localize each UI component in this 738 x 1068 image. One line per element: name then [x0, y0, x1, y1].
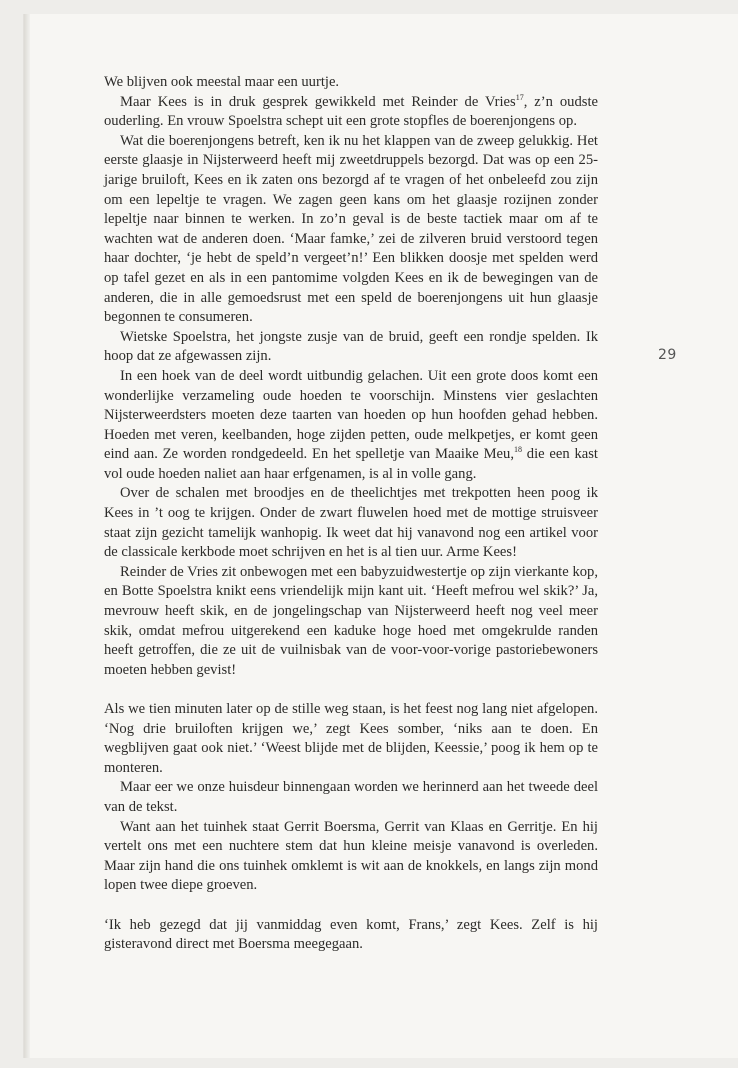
- paragraph: ‘Ik heb gezegd dat jij vanmiddag even komt, Frans,’ zegt Kees. Zelf is hij gisteravond direct met Boersma meegegaan.: [104, 916, 598, 953]
- body-text: [104, 73, 598, 955]
- paragraph: In een hoek van de deel wordt uitbundig gelachen. Uit een grote doos komt een wonderlijke verzameling oude hoeden te voorschijn. Minstens vier geslachten Nijsterweerdsters moeten deze taarten van hoeden op hun hoofden gehad hebben. Hoeden met veren, keelbanden, hoge zijden petten, oude melkpetjes, er komt geen eind aan. Ze worden rondgedeeld. En het spelletje van Maaike Meu,$^{18}$ die een kast vol oude hoeden naliet aan haar erfgenamen, is al in volle gang.: [104, 367, 598, 482]
- page-number: 29: [658, 347, 677, 363]
- paragraph: Wietske Spoelstra, het jongste zusje van de bruid, geeft een rondje spelden. Ik hoop dat ze afgewassen zijn.: [104, 328, 598, 365]
- page-gutter: [24, 14, 30, 1058]
- paragraph: Maar eer we onze huisdeur binnengaan worden we herinnerd aan het tweede deel van de tekst.: [104, 779, 598, 815]
- paragraph: Over de schalen met broodjes en de theelichtjes met trekpotten heen poog ik Kees in ’t oog te krijgen. Onder de zwart fluwelen hoed met de mottige struisveer staat zijn gezicht tamelijk wanhopig. Ik weet dat hij vanavond nog een artikel voor de classicale kerkbode moet schrijven en het is al tien uur. Arme Kees!: [104, 485, 598, 561]
- paragraph: Reinder de Vries zit onbewogen met een babyzuidwestertje op zijn vierkante kop, en Botte Spoelstra knikt eens vriendelijk mijn kant uit. ‘Heeft mefrou wel skik?’ Ja, mevrouw heeft skik, en de jongelingschap van Nijsterweerd heeft nog veel meer skik, omdat mefrou uitgerekend een kaduke hoge hoed met omgekrulde randen heeft getroffen, die ze uit de vuilnisbak van de voor-voor-vorige pastoriebewoners moeten hebben gevist!: [104, 563, 598, 678]
- footnote-ref: 18: [513, 445, 522, 455]
- paragraph: Want aan het tuinhek staat Gerrit Boersma, Gerrit van Klaas en Gerritje. En hij vertelt ons met een nuchtere stem dat hun kleine meisje vanavond is overleden. Maar zijn hand die ons tuinhek omklemt is wit aan de knokkels, en langs zijn mond lopen twee diepe groeven.: [104, 818, 598, 894]
- footnote-ref: 17: [515, 92, 524, 102]
- paragraph: Wat die boerenjongens betreft, ken ik nu het klappen van de zweep gelukkig. Het eerste glaasje in Nijsterweerd heeft mij zweetdruppels bezorgd. Dat was op een 25-jarige bruiloft, Kees en ik zaten ons bezorgd af te vragen of het onbeleefd zou zijn om een lepeltje te vragen. We zagen geen kans om het glaasje rozijnen zonder lepeltje naar binnen te werken. In zo’n geval is de beste tactiek maar om af te wachten wat de anderen doen. ‘Maar famke,’ zei de zilveren bruid verstoord tegen haar dochter, ‘je hebt de speld’n vergeet’n!’ Een blikken doosje met spelden werd op tafel gezet en als in een pantomime volgden Kees en ik de bewegingen van de anderen, die in alle gemoedsrust met een speld de boerenjongens uit hun glaasje begonnen te consumeren.: [104, 132, 598, 326]
- paragraph: We blijven ook meestal maar een uurtje.: [104, 74, 340, 90]
- paragraph: Als we tien minuten later op de stille weg staan, is het feest nog lang niet afgelopen. ‘Nog drie bruiloften krijgen we,’ zegt Kees somber, ‘niks aan te doen. En wegblijven gaat ook niet.’ ‘Weest blijde met de blijden, Keessie,’ poog ik hem op te monteren.: [104, 701, 598, 776]
- paragraph: Maar Kees is in druk gesprek gewikkeld met Reinder de Vries$^{17}$, z’n oudste ouderling. En vrouw Spoelstra schept uit een grote stopfles de boerenjongens op.: [104, 92, 598, 130]
